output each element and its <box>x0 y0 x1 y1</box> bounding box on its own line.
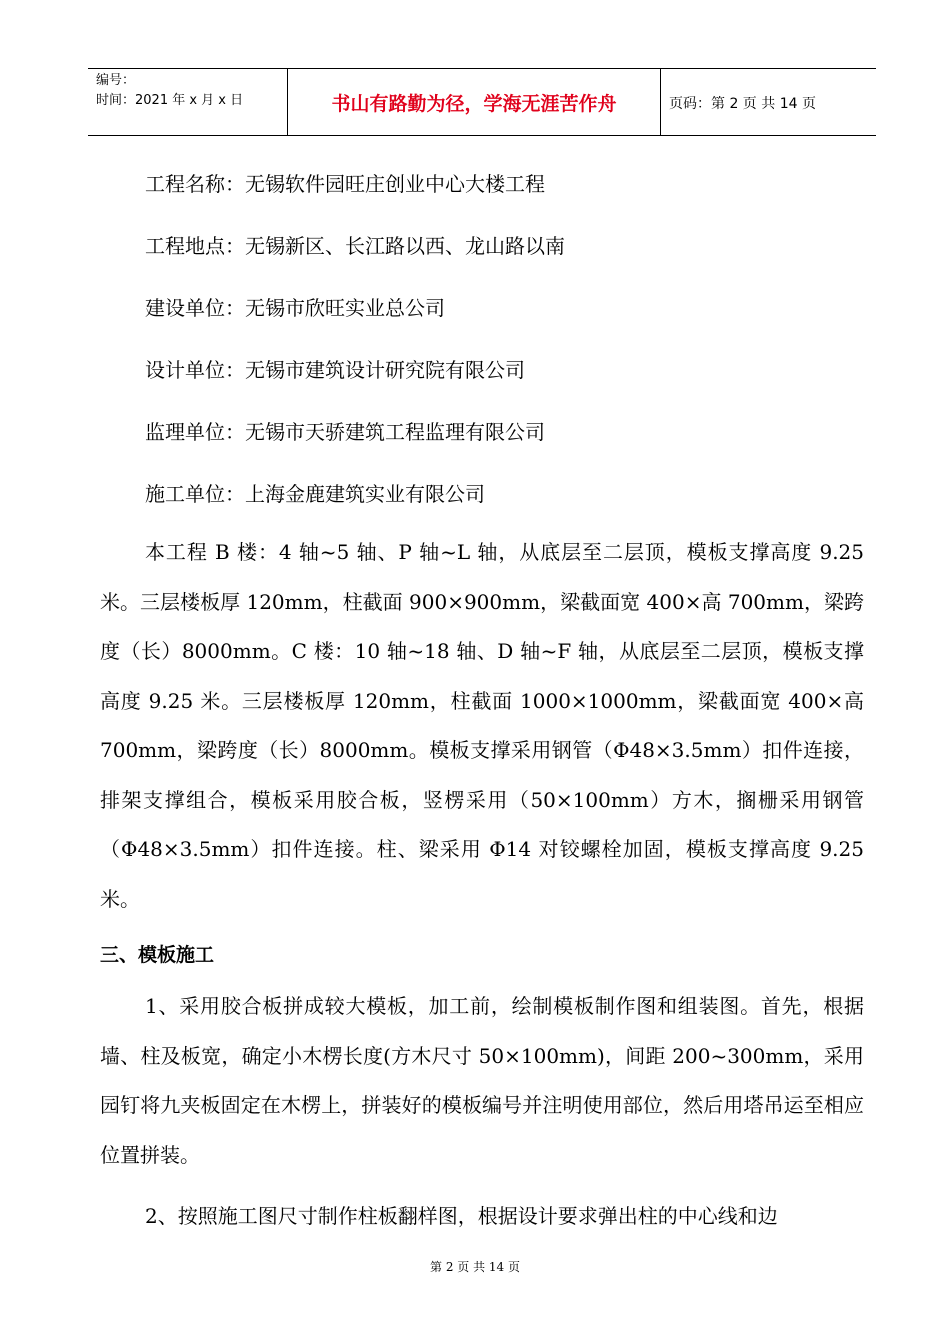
section-item-2: 2、按照施工图尺寸制作柱板翻样图，根据设计要求弹出柱的中心线和边 <box>145 1204 778 1228</box>
page-number-label: 页码：第 2 页 共 14 页 <box>669 96 816 112</box>
contractor-unit: 施工单位：上海金鹿建筑实业有限公司 <box>145 482 485 506</box>
project-name: 工程名称：无锡软件园旺庄创业中心大楼工程 <box>145 172 545 196</box>
page-footer: 第 2 页 共 14 页 <box>430 1260 520 1274</box>
number-label: 编号： <box>96 73 136 88</box>
document-body <box>100 162 864 1242</box>
header-meta <box>88 69 287 135</box>
page-header <box>88 68 876 136</box>
section-item-1: 1、采用胶合板拼成较大模板，加工前，绘制模板制作图和组装图。首先，根据墙、柱及板宽，确定小木楞长度(方木尺寸 50×100mm)，间距 200~300mm，采用园钉将九夹板固定在木楞上，拼装好的模板编号并注明使用部位，然后用塔吊运至相应位置拼装。 <box>100 994 864 1167</box>
header-motto: 书山有路勤为径，学海无涯苦作舟 <box>287 69 661 135</box>
construction-owner: 建设单位：无锡市欣旺实业总公司 <box>145 296 445 320</box>
time-label: 时间：2021 年 x 月 x 日 <box>96 93 244 108</box>
supervision-unit: 监理单位：无锡市天骄建筑工程监理有限公司 <box>145 420 545 444</box>
design-unit: 设计单位：无锡市建筑设计研究院有限公司 <box>145 358 525 382</box>
section-heading: 三、模板施工 <box>100 944 215 966</box>
project-description: 本工程 B 楼：4 轴~5 轴、P 轴~L 轴，从底层至二层顶，模板支撑高度 9.25 米。三层楼板厚 120mm，柱截面 900×900mm，梁截面宽 400×高 700mm，梁跨度（长）8000mm。C 楼：10 轴~18 轴、D 轴~F 轴，从底层至二层顶，模板支撑高度 9.25 米。三层楼板厚 120mm，柱截面 1000×1000mm，梁截面宽 400×高 700mm，梁跨度（长）8000mm。模板支撑采用钢管（Φ48×3.5mm）扣件连接，排架支撑组合，模板采用胶合板，竖楞采用（50×100mm）方木，搁栅采用钢管（Φ48×3.5mm）扣件连接。柱、梁采用 Φ14 对铰螺栓加固，模板支撑高度 9.25 米。 <box>100 540 864 911</box>
project-location: 工程地点：无锡新区、长江路以西、龙山路以南 <box>145 234 565 258</box>
